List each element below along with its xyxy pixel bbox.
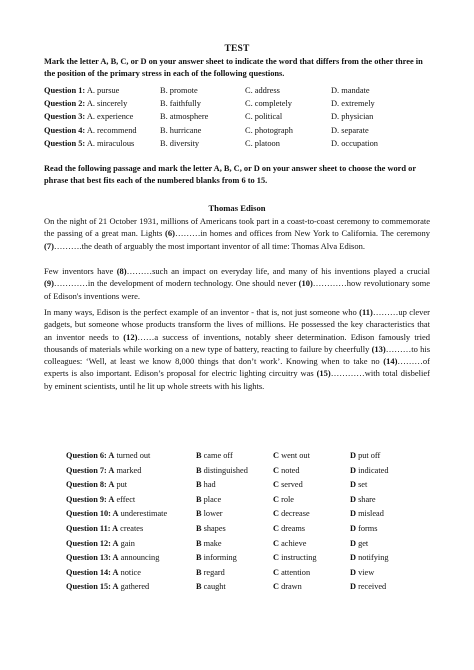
question-label: Question 7: A	[66, 465, 115, 475]
answer-option-d: D view	[350, 567, 375, 577]
question-label: Question 11: A	[66, 523, 119, 533]
answer-option-a: Question 8: A put	[66, 480, 128, 490]
answer-option-d: D put off	[350, 451, 381, 460]
blank-number: (9)	[44, 278, 54, 289]
answer-question-row	[66, 480, 426, 495]
answer-option-d: D indicated	[350, 465, 389, 475]
option-letter: C	[273, 494, 279, 504]
question-label: Question 15: A	[66, 582, 119, 592]
test-title: TEST	[224, 44, 250, 54]
option-letter: C	[273, 538, 279, 548]
option-letter: B	[196, 451, 202, 460]
option-letter: D	[350, 451, 356, 460]
question-label: Question 5: A. miraculous	[44, 138, 135, 148]
option-letter: B	[196, 480, 202, 490]
answer-option-a: Question 14: A notice	[66, 567, 141, 577]
answer-option-b: B caught	[196, 582, 226, 592]
answer-option-c: C served	[273, 480, 303, 490]
answer-option: D. occupation	[331, 138, 378, 148]
option-letter: B	[196, 465, 202, 475]
option-letter: D	[350, 582, 356, 592]
question-label: Question 14: A	[66, 567, 119, 577]
option-letter: C	[273, 523, 279, 533]
answer-option-b: B place	[196, 494, 222, 504]
answer-option-b: B distinguished	[196, 465, 248, 475]
answer-option-c: C decrease	[273, 509, 310, 519]
blank-number: (8)	[116, 266, 127, 276]
answer-option-b: B regard	[196, 567, 225, 577]
option-letter: B	[196, 567, 202, 577]
answer-option-a: Question 12: A gain	[66, 538, 135, 548]
answer-option: D. extremely	[331, 99, 375, 109]
answer-option-b: B came off	[196, 451, 233, 460]
option-letter: C	[273, 567, 279, 577]
option-letter: B	[196, 538, 202, 548]
option-letter: D	[350, 538, 356, 548]
answer-question-row	[66, 582, 426, 597]
answer-option-c: C noted	[273, 465, 300, 475]
stress-question-list	[44, 86, 436, 152]
answer-option: B. promote	[160, 86, 198, 95]
passage-paragraph-1: On the night of 21 October 1931, millions of Americans took part in a coast-to-coast ceremony to commemorate the passing of a great man. Lights (6)………in homes and offices from New York to California. The ceremony (7)……….the death of arguably the most important inventor of all time: Thomas Alva Edison.	[44, 216, 430, 251]
stress-question-row	[44, 112, 436, 125]
answer-option-b: B shapes	[196, 523, 226, 533]
answer-option-b: B informing	[196, 553, 237, 563]
question-label: Question 12: A	[66, 538, 119, 548]
section1-instruction: Mark the letter A, B, C, or D on your answer sheet to indicate the word that differs from the other three in the position of the primary stress in each of the following questions.	[44, 57, 423, 78]
answer-option-list	[66, 451, 426, 597]
answer-option-d: D share	[350, 494, 376, 504]
option-letter: D	[350, 567, 356, 577]
question-number: Question 5:	[44, 138, 86, 148]
answer-option-d: D forms	[350, 523, 378, 533]
blank-number: (6)	[165, 228, 175, 239]
question-label: Question 10: A	[66, 509, 119, 519]
answer-option: C. platoon	[245, 138, 280, 148]
option-letter: B	[196, 494, 202, 504]
question-label: Question 1: A. pursue	[44, 86, 120, 95]
answer-option-c: C dreams	[273, 523, 306, 533]
answer-option: D. separate	[331, 125, 369, 135]
answer-option-d: D received	[350, 582, 387, 592]
stress-question-row	[44, 86, 436, 99]
question-label: Question 13: A	[66, 553, 119, 563]
option-letter: B	[196, 509, 202, 519]
option-letter: B	[196, 553, 202, 563]
answer-option: B. hurricane	[160, 125, 202, 135]
option-letter: C	[273, 451, 279, 460]
answer-option-b: B make	[196, 538, 222, 548]
option-letter: D	[350, 494, 356, 504]
answer-option: C. political	[245, 112, 283, 122]
answer-question-row	[66, 553, 426, 568]
option-letter: B	[196, 582, 202, 592]
stress-question-row	[44, 99, 436, 112]
passage-paragraph-3: In many ways, Edison is the perfect example of an inventor - that is, not just someone who (11)………up clever gadgets, but someone whose products transform the lives of millions. He possessed the key characteristics that an inventor needs to (12)……a success of inventions, notably sheer determination. Edison famously tried thousands of materials while working on a new type of battery, reacting to failure by cheerfully (13)………to his colleagues: ‘Well, at least we know 8,000 things that don’t work’. Knowing when to take no (14)………of experts is also important. Edison’s proposal for electric lighting circuitry was (15)…………with total disbelief by eminent scientists, until he lit up whole streets with his lights.	[44, 307, 430, 391]
answer-option-d: D notifying	[350, 553, 389, 563]
blank-number: (13)	[371, 343, 386, 354]
answer-option: C. photograph	[245, 125, 293, 135]
question-number: Question 3:	[44, 112, 86, 122]
answer-option-a: Question 7: A marked	[66, 465, 142, 475]
answer-option: D. mandate	[331, 86, 370, 95]
answer-option-c: C went out	[273, 451, 310, 460]
answer-option-a: Question 6: A turned out	[66, 451, 151, 460]
blank-number: (12)	[123, 331, 138, 342]
stress-question-row	[44, 139, 436, 152]
question-number: Question 2:	[44, 99, 86, 109]
answer-option-b: B had	[196, 480, 216, 490]
option-letter: D	[350, 523, 356, 533]
answer-question-row	[66, 539, 426, 554]
answer-option-d: D mislead	[350, 509, 384, 519]
option-letter: C	[273, 465, 279, 475]
stress-question-row	[44, 126, 436, 139]
question-label: Question 8: A	[66, 480, 115, 490]
answer-option: B. faithfully	[160, 99, 201, 109]
answer-option-c: C instructing	[273, 553, 317, 563]
blank-number: (7)	[44, 240, 54, 251]
question-label: Question 9: A	[66, 494, 115, 504]
option-letter: D	[350, 553, 356, 563]
question-label: Question 3: A. experience	[44, 112, 134, 122]
answer-option-a: Question 15: A gathered	[66, 582, 150, 592]
question-label: Question 6: A	[66, 451, 115, 460]
answer-option: C. completely	[245, 99, 292, 109]
passage-title: Thomas Edison	[208, 203, 266, 213]
question-number: Question 1:	[44, 86, 86, 95]
answer-option: D. physician	[331, 112, 374, 122]
answer-question-row	[66, 495, 426, 510]
answer-option-c: C drawn	[273, 582, 302, 592]
answer-question-row	[66, 509, 426, 524]
option-letter: D	[350, 465, 356, 475]
option-letter: C	[273, 509, 279, 519]
answer-option-a: Question 9: A effect	[66, 494, 136, 504]
answer-option-c: C attention	[273, 567, 311, 577]
answer-question-row	[66, 524, 426, 539]
answer-question-row	[66, 451, 426, 466]
question-label: Question 4: A. recommend	[44, 125, 137, 135]
answer-option-d: D set	[350, 480, 368, 490]
answer-option-c: C achieve	[273, 538, 307, 548]
answer-option: B. diversity	[160, 138, 200, 148]
answer-option-a: Question 11: A creates	[66, 523, 144, 533]
option-letter: C	[273, 582, 279, 592]
blank-number: (14)	[383, 356, 398, 367]
option-letter: C	[273, 553, 279, 563]
option-letter: B	[196, 523, 202, 533]
question-number: Question 4:	[44, 125, 86, 135]
answer-question-row	[66, 466, 426, 481]
option-letter: C	[273, 480, 279, 490]
answer-option-a: Question 10: A underestimate	[66, 509, 168, 519]
blank-number: (10)	[298, 278, 313, 289]
question-label: Question 2: A. sincerely	[44, 99, 128, 109]
answer-option-c: C role	[273, 494, 294, 504]
option-letter: D	[350, 509, 356, 519]
answer-option-a: Question 13: A announcing	[66, 553, 160, 563]
blank-number: (15)	[316, 368, 331, 379]
blank-number: (11)	[359, 307, 373, 317]
passage-paragraph-2: Few inventors have (8)………such an impact on everyday life, and many of his inventions played a crucial (9)…………in the development of modern technology. One should never (10)…………how revolutionary some of Edison's inventions were.	[44, 266, 430, 301]
section2-instruction: Read the following passage and mark the letter A, B, C, or D on your answer sheet to choose the word or phrase that best fits each of the numbered blanks from 6 to 15.	[44, 164, 416, 185]
answer-option: C. address	[245, 86, 280, 95]
answer-question-row	[66, 568, 426, 583]
answer-option-b: B lower	[196, 509, 223, 519]
answer-option-d: D get	[350, 538, 369, 548]
option-letter: D	[350, 480, 356, 490]
answer-option: B. atmosphere	[160, 112, 209, 122]
